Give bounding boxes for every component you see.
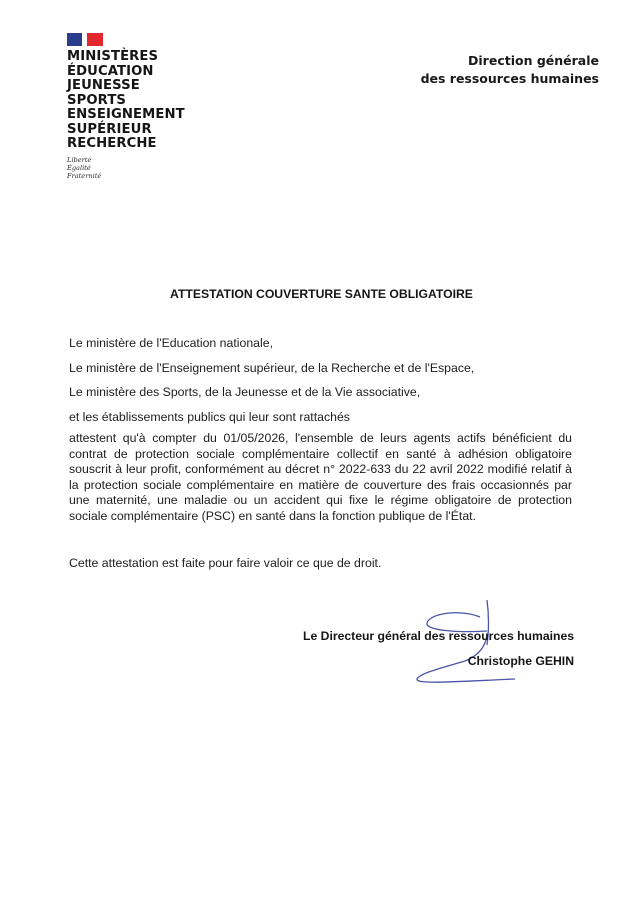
closing-statement: Cette attestation est faite pour faire valoir ce que de droit.	[69, 556, 382, 570]
department-line: des ressources humaines	[420, 71, 599, 86]
ministry-line: JEUNESSE	[67, 78, 140, 93]
signatory-name: Christophe GEHIN	[467, 654, 574, 668]
department-line: Direction générale	[468, 53, 599, 68]
ministry-name	[67, 50, 267, 152]
flag-red-band	[87, 33, 103, 46]
motto-line: Égalité	[67, 163, 91, 172]
ministry-logo	[67, 33, 267, 180]
issuer-line: Le ministère de l'Education nationale,	[69, 336, 274, 350]
document-title: ATTESTATION COUVERTURE SANTE OBLIGATOIRE	[170, 287, 473, 301]
flag-blue-band	[67, 33, 82, 46]
issuer-line: Le ministère des Sports, de la Jeunesse et de la Vie associative,	[69, 385, 421, 399]
ministry-line: MINISTÈRES	[67, 49, 159, 64]
issuer-line: Le ministère de l'Enseignement supérieur, de la Recherche et de l'Espace,	[69, 361, 475, 375]
motto-line: Liberté	[67, 155, 92, 164]
attestation-body: attestent qu'à compter du 01/05/2026, l'ensemble de leurs agents actifs bénéficient du contrat de protection sociale complémentaire collectif en santé à adhésion obligatoire souscrit à leur profit, conformément au décret n° 2022-633 du 22 avril 2022 modifié relatif à la protection sociale complémentaire en matière de couverture des frais occasionnés par une maternité, une maladie ou un accident qui fixe le régime obligatoire de protection sociale complémentaire (PSC) en santé dans la fonction publique de l'État.	[69, 431, 572, 523]
motto-line: Fraternité	[67, 171, 102, 180]
issuer-line: et les établissements publics qui leur sont rattachés	[69, 410, 350, 424]
department-heading	[421, 52, 599, 88]
ministry-line: ÉDUCATION	[67, 63, 154, 79]
signatory-title: Le Directeur général des ressources humaines	[303, 629, 574, 643]
marianne-flag-icon	[67, 33, 103, 46]
republic-motto	[67, 156, 267, 180]
ministry-line: SUPÉRIEUR	[67, 121, 152, 137]
ministry-line: SPORTS	[67, 92, 127, 108]
ministry-line: ENSEIGNEMENT	[67, 107, 185, 122]
ministry-line: RECHERCHE	[67, 136, 157, 151]
